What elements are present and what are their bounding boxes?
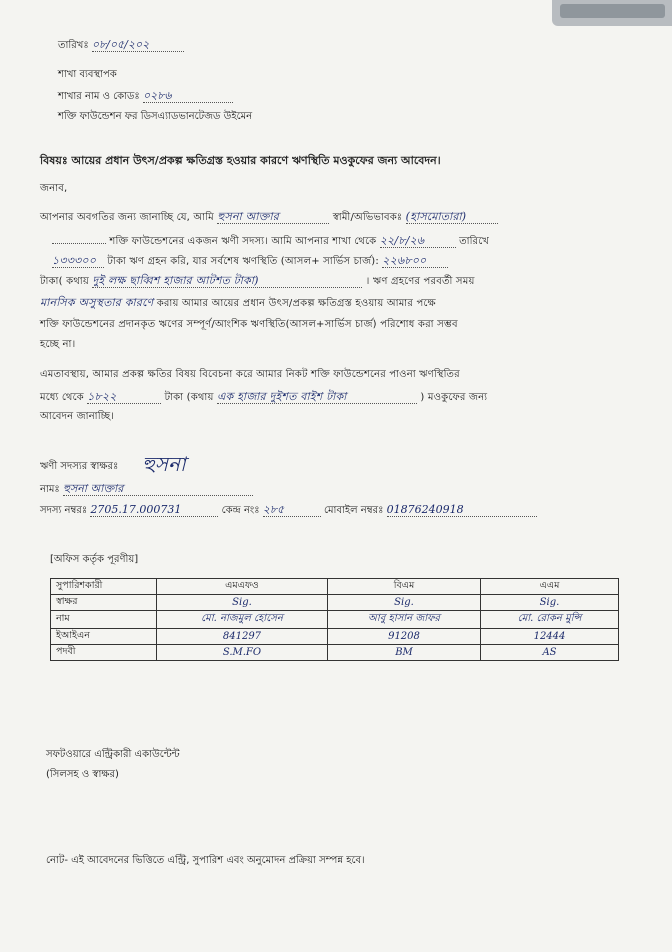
para1-text: আপনার অবগতির জন্য জানাচ্ছি যে, আমি <box>40 212 214 223</box>
table-row <box>51 595 619 611</box>
row-label: পদবী <box>51 645 157 661</box>
branch-label: শাখার নাম ও কোডঃ <box>58 91 140 102</box>
mobile-label: মোবাইল নম্বরঃ <box>323 505 384 516</box>
table-row <box>51 611 619 629</box>
row-label: স্বাক্ষর <box>51 595 157 611</box>
table-cell: AS <box>480 645 618 661</box>
para1-text: তারিখে <box>459 236 490 247</box>
para1-line2 <box>52 234 489 248</box>
table-row <box>51 629 619 645</box>
para2-line2 <box>40 390 487 404</box>
balance-field: ২২৬৮০০ <box>382 254 448 268</box>
member-no-label: সদস্য নম্বরঃ <box>40 505 88 516</box>
mobile-value: 01876240918 <box>387 503 537 517</box>
member-signature-line <box>40 460 118 473</box>
para2-line1: এমতাবস্থায়, আমার প্রকল্প ক্ষতির বিষয় বিবেচনা করে আমার নিকট শক্তি ফাউন্ডেশনের পাওনা ঋণস্থিতির <box>40 369 460 380</box>
reason-field: মানসিক অসুস্থতার কারণে <box>40 296 154 309</box>
date-value: ০৮/০৫/২০২ <box>92 38 184 52</box>
guardian-field: (হাসমোতারা) <box>406 210 498 224</box>
para1-line5 <box>40 296 436 310</box>
member-name-value: হুসনা আক্তার <box>63 482 253 496</box>
date-label: তারিখঃ <box>58 40 89 51</box>
member-signature: হুসনা <box>142 452 186 476</box>
branch-line <box>58 89 233 103</box>
member-details-line <box>40 503 537 517</box>
para1-line7: হচ্ছে না। <box>40 339 76 350</box>
member-no-value: 2705.17.000731 <box>90 503 218 517</box>
para2-text: মধ্যে থেকে <box>40 392 84 403</box>
member-name-line <box>40 482 253 496</box>
note-line: নোট- এই আবেদনের ভিত্তিতে এন্ট্রি, সুপারিশ এবং অনুমোদন প্রক্রিয়া সম্পন্ন হবে। <box>46 855 365 866</box>
table-cell: মো. রোকন মুন্সি <box>480 611 618 629</box>
para1-text: । ঋণ গ্রহণের পরবর্তী সময় <box>365 276 475 287</box>
table-cell: S.M.FO <box>156 645 327 661</box>
column-header: বিএম <box>328 579 481 595</box>
para1-text: শক্তি ফাউন্ডেশনের একজন ঋণী সদস্য। আমি আপনার শাখা থেকে <box>109 236 377 247</box>
center-no-value: ২৮৫ <box>263 503 321 517</box>
para1-text: টাকা( কথায় <box>40 276 89 287</box>
software-entry-line2: (সিলসহ ও স্বাক্ষর) <box>46 769 119 780</box>
table-cell: Sig. <box>156 595 327 611</box>
blank-field <box>52 243 106 244</box>
table-cell: 91208 <box>328 629 481 645</box>
date-line <box>58 38 184 52</box>
para1-line6: শক্তি ফাউন্ডেশনের প্রদানকৃত ঋণের সম্পূর্ণ/আংশিক ঋণস্থিতি(আসল+সার্ভিস চার্জ) পরিশোধ করা সম্ভব <box>40 319 458 330</box>
table-cell: আবু হাসান জাফর <box>328 611 481 629</box>
waive-amount-field: ১৮২২ <box>87 390 161 404</box>
center-no-label: কেন্দ্র নংঃ <box>221 505 260 516</box>
column-header: সুপারিশকারী <box>51 579 157 595</box>
office-heading: [অফিস কর্তৃক পূরণীয়] <box>50 554 139 565</box>
applicant-name-field: হুসনা আক্তার <box>217 210 329 224</box>
table-cell: মো. নাজমুল হোসেন <box>156 611 327 629</box>
software-entry-line1: সফটওয়ারে এন্ট্রিকারী একাউন্টেন্ট <box>46 749 180 760</box>
member-signature-label: ঋণী সদস্যর স্বাক্ষরঃ <box>40 461 119 472</box>
loan-date-field: ২২/৮/২৬ <box>380 234 456 248</box>
table-row <box>51 645 619 661</box>
branch-code: ০২৮৬ <box>143 89 233 103</box>
table-cell: Sig. <box>328 595 481 611</box>
binder-clip <box>552 0 672 26</box>
para1-line3 <box>52 254 448 268</box>
column-header: এএম <box>480 579 618 595</box>
table-cell: BM <box>328 645 481 661</box>
para2-text: টাকা (কথায় <box>164 392 214 403</box>
row-label: ইআইএন <box>51 629 157 645</box>
table-cell: 841297 <box>156 629 327 645</box>
organization-line: শক্তি ফাউন্ডেশন ফর ডিসএ্যাডভানটেজড উইমেন <box>58 111 253 122</box>
member-name-label: নামঃ <box>40 484 60 495</box>
column-header: এমএফও <box>156 579 327 595</box>
para2-text: ) মওকুফের জন্য <box>420 392 488 403</box>
recipient-line: শাখা ব্যবস্থাপক <box>58 69 117 80</box>
row-label: নাম <box>51 611 157 629</box>
para2-line3: আবেদন জানাচ্ছি। <box>40 411 115 422</box>
para1-text: করায় আমার আয়ের প্রধান উৎস/প্রকল্প ক্ষতিগ্রস্ত হওয়ায় আমার পক্ষে <box>156 298 436 309</box>
para1-line4 <box>40 274 475 288</box>
waive-words-field: এক হাজার দুইশত বাইশ টাকা <box>217 390 417 404</box>
subject-line: বিষয়ঃ আয়ের প্রধান উৎস/প্রকল্প ক্ষতিগ্রস্ত হওয়ার কারণে ঋণস্থিতি মওকুফের জন্য আবেদন। <box>40 154 441 167</box>
office-table <box>50 578 619 661</box>
para1-text: টাকা ঋণ গ্রহন করি, যার সর্বশেষ ঋণস্থিতি (আসল+ সার্ভিস চার্জ): <box>107 256 379 267</box>
table-cell: 12444 <box>480 629 618 645</box>
salutation: জনাব, <box>40 183 68 194</box>
office-table-header <box>51 579 619 595</box>
table-cell: Sig. <box>480 595 618 611</box>
guardian-label: স্বামী/অভিভাবকঃ <box>332 212 403 223</box>
loan-amount-field: ১৩৩৩০০ <box>52 254 104 268</box>
balance-words-field: দুই লক্ষ ছাব্বিশ হাজার আটশত টাকা) <box>92 274 362 288</box>
para1-line1 <box>40 210 498 224</box>
